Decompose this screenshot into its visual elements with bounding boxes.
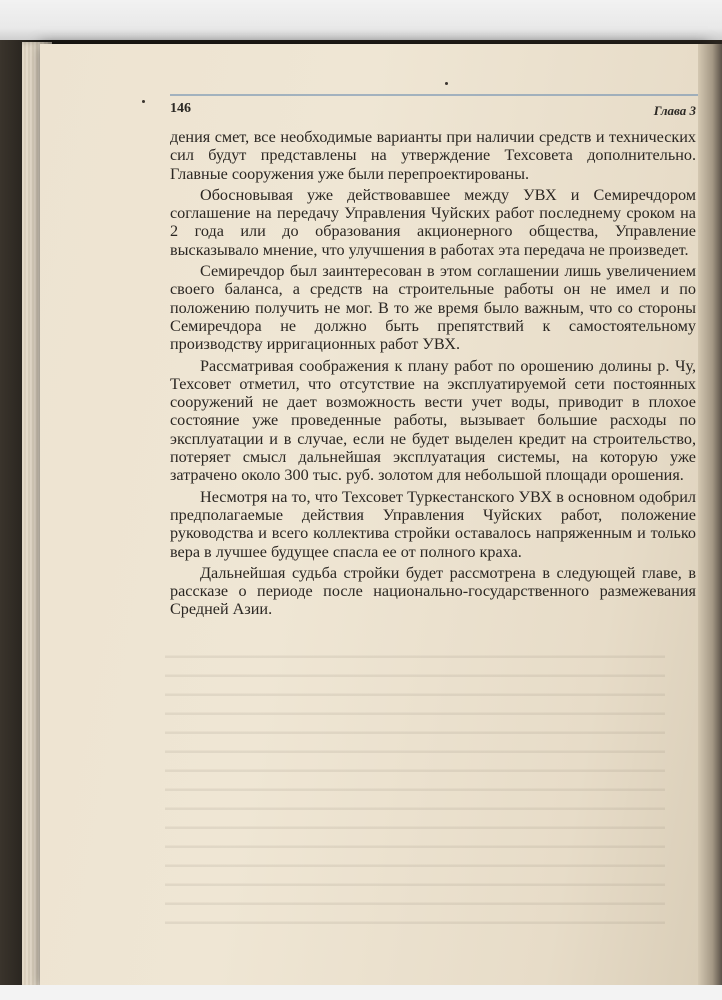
print-speck [445,82,448,85]
bottom-background [0,985,722,1000]
running-head [170,101,696,123]
paragraph: Несмотря на то, что Техсовет Туркестанского УВХ в основном одобрил предполагаемые действия Управления Чуйских работ, положение руководства и всего коллектива стройки оставалось напряженным и только вера в лучшее будущее спасла ее от полного краха. [170,487,696,561]
print-speck [142,100,145,103]
paragraph: Семиречдор был заинтересован в этом соглашении лишь увеличением своего баланса, а средств на строительные работы он не имел и по положению получить не мог. В то же время было важным, что со стороны Семиречдора не должно быть препятствий к самостоятельному производству ирригационных работ УВХ. [170,262,696,354]
paragraph: Рассматривая соображения к плану работ по орошению долины р. Чу, Техсовет отметил, что отсутствие на эксплуатируемой сети постоянных сооружений не дает возможность вести учет воды, приводит в плохое состояние уже проведенные работы, вызывает большие расходы по эксплуатации и в случае, если не будет выделен кредит на строительство, потеряет смысл дальнейшая эксплуатация системы, на которую уже затрачено около 300 тыс. руб. золотом для небольшой площади орошения. [170,356,696,485]
top-background [0,0,722,40]
body-text [170,128,696,622]
book-gutter [698,44,722,988]
header-rule [170,94,698,96]
paragraph: Дальнейшая судьба стройки будет рассмотрена в следующей главе, в рассказе о периоде после национально-государственного размежевания Средней Азии. [170,563,696,619]
paragraph: дения смет, все необходимые варианты при наличии средств и технических сил будут представлены на утверждение Техсовета дополнительно. Главные сооружения уже были перепроектированы. [170,128,696,183]
chapter-title: Глава 3 [653,103,696,118]
page-number: 146 [170,101,191,116]
paragraph: Обосновывая уже действовавшее между УВХ и Семиречдором соглашение на передачу Управления Чуйских работ последнему сроком на 2 года или до образования акционерного общества, Управление высказывало мнение, что улучшения в работах эта передача не произведет. [170,185,696,259]
